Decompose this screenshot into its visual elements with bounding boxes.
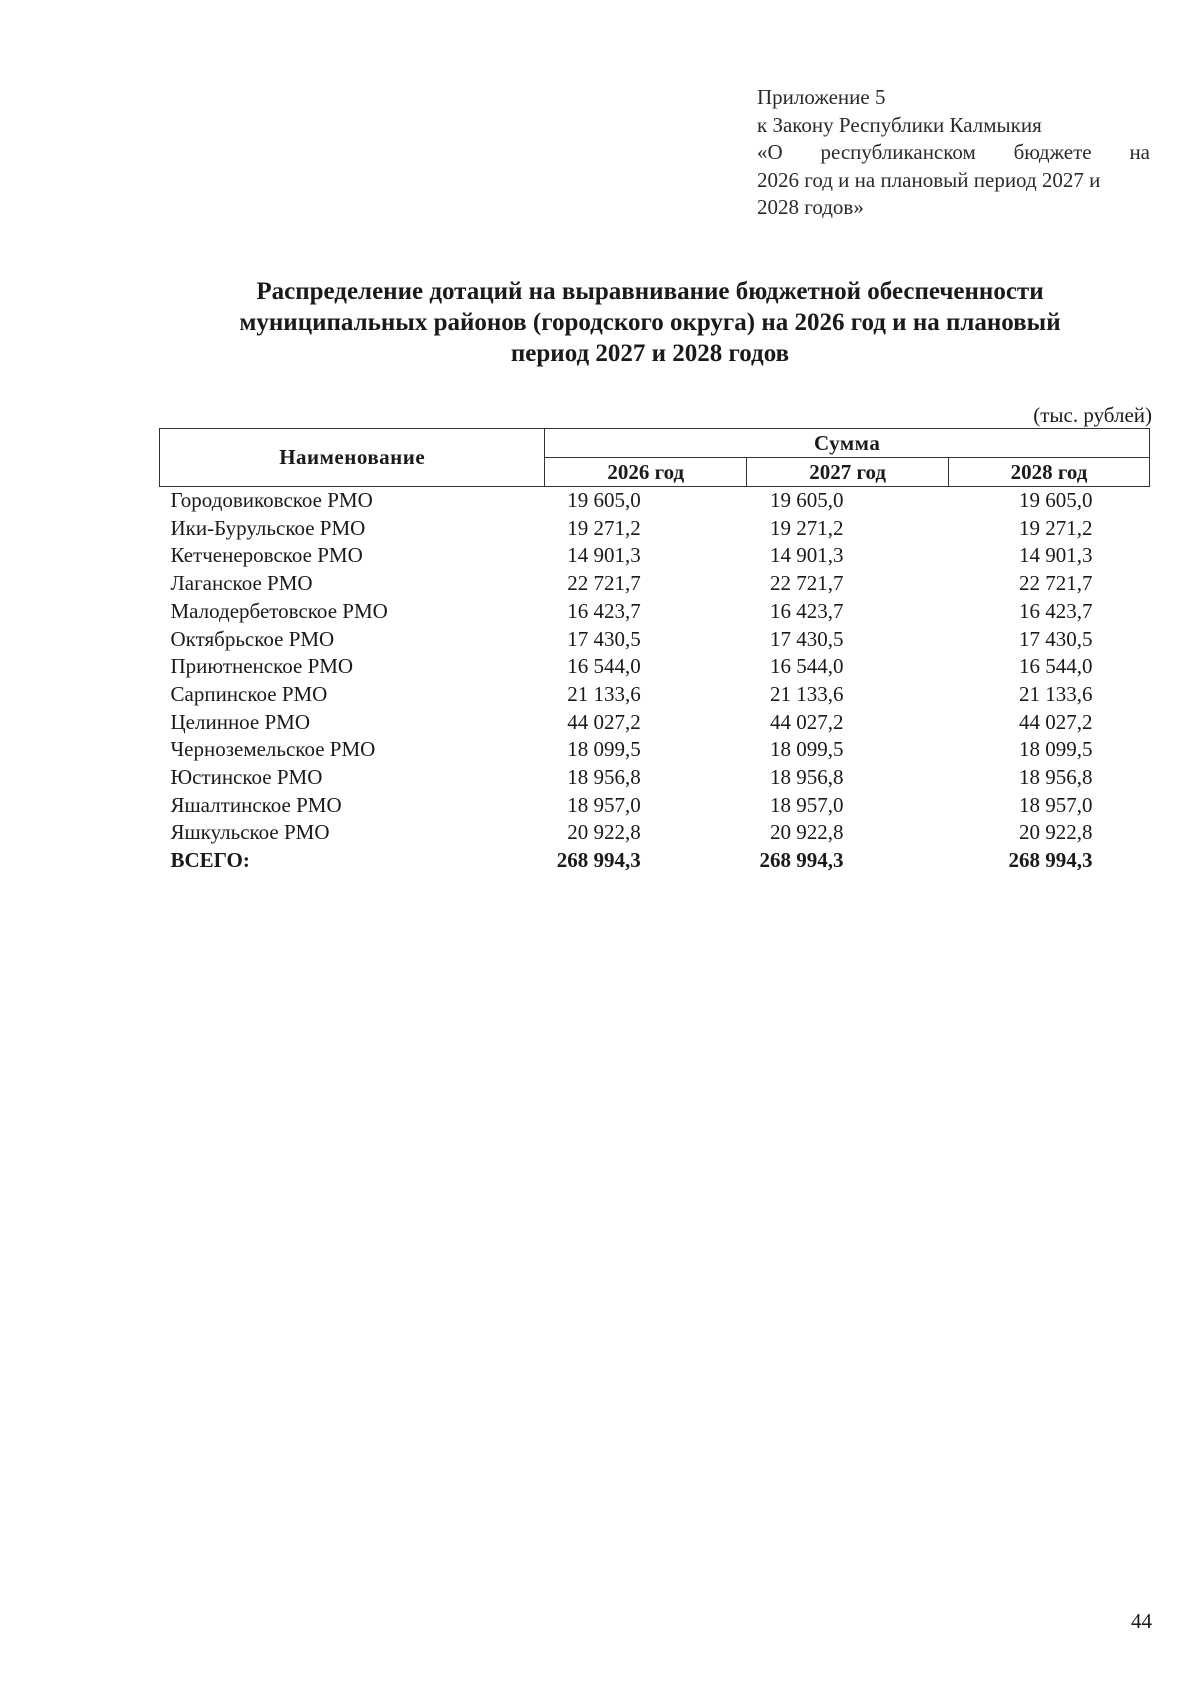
cell-2026: 16 423,7 [567, 598, 641, 623]
table-row [160, 709, 1150, 737]
cell-2028: 18 957,0 [1019, 792, 1093, 817]
cell-2028: 18 956,8 [1019, 765, 1093, 790]
table-row [160, 626, 1150, 654]
appendix-line: «О республиканском бюджете на [757, 140, 1150, 164]
cell-2028: 44 027,2 [1019, 709, 1093, 734]
table-row [160, 681, 1150, 709]
cell-2027: 22 721,7 [769, 571, 844, 596]
appendix-line: к Закону Республики Калмыкия [757, 112, 1042, 137]
total-row [160, 847, 1150, 875]
cell-2026: 18 957,0 [567, 792, 641, 817]
table-row [160, 542, 1150, 570]
row-name: Октябрьское РМО [170, 626, 335, 651]
cell-2028: 19 605,0 [1019, 488, 1093, 512]
cell-2026: 19 605,0 [567, 488, 641, 512]
cell-2027: 16 423,7 [769, 598, 844, 623]
row-name: Яшалтинское РМО [170, 792, 342, 817]
cell-2026: 44 027,2 [567, 709, 641, 734]
table-body [160, 487, 1150, 875]
row-name: Малодербетовское РМО [170, 598, 388, 623]
row-name: Яшкульское РМО [170, 820, 330, 845]
cell-2027: 18 956,8 [769, 765, 844, 790]
table-row [160, 515, 1150, 543]
appendix-line: 2028 годов» [757, 195, 864, 219]
row-name: Лаганское РМО [170, 571, 313, 596]
row-name: Городовиковское РМО [170, 488, 373, 512]
cell-2026: 18 956,8 [567, 765, 641, 790]
cell-2028: 16 423,7 [1019, 598, 1093, 623]
cell-2027: 268 994,3 [759, 848, 844, 873]
total-label: ВСЕГО: [170, 848, 250, 873]
cell-2027: 44 027,2 [769, 709, 844, 734]
cell-2027: 16 544,0 [769, 654, 844, 679]
cell-2026: 14 901,3 [567, 543, 641, 568]
cell-2026: 19 271,2 [567, 515, 641, 540]
table-row [160, 736, 1150, 764]
row-name: Юстинское РМО [170, 765, 323, 790]
row-name: Черноземельское РМО [170, 737, 376, 762]
cell-2028: 268 994,3 [1008, 848, 1093, 873]
title-line: Распределение дотаций на выравнивание бюджетной обеспеченности [256, 278, 1044, 305]
cell-2027: 21 133,6 [769, 681, 844, 706]
cell-2028: 19 271,2 [1019, 515, 1093, 540]
units-label: (тыс. рублей) [1033, 403, 1152, 427]
cell-2028: 20 922,8 [1019, 820, 1093, 845]
page-number: 44 [1131, 1609, 1152, 1633]
cell-2028: 22 721,7 [1019, 571, 1093, 596]
row-name: Целинное РМО [170, 709, 311, 734]
cell-2026: 21 133,6 [567, 681, 641, 706]
column-header-year: 2027 год [747, 458, 949, 487]
table-row [160, 570, 1150, 598]
appendix-line: Приложение 5 [757, 85, 886, 109]
document-title [150, 276, 1150, 369]
table-row [160, 487, 1150, 515]
row-name: Кетченеровское РМО [170, 543, 363, 568]
cell-2026: 17 430,5 [567, 626, 641, 651]
cell-2026: 18 099,5 [567, 737, 641, 762]
appendix-line: 2026 год и на плановый период 2027 и [757, 167, 1101, 192]
column-header-name: Наименование [160, 429, 545, 487]
row-name: Ики-Бурульское РМО [170, 515, 366, 540]
table-row [160, 764, 1150, 792]
cell-2026: 20 922,8 [567, 820, 641, 845]
cell-2027: 19 605,0 [769, 488, 844, 512]
cell-2026: 22 721,7 [567, 571, 641, 596]
column-header-sum: Сумма [545, 429, 1150, 458]
cell-2026: 16 544,0 [567, 654, 641, 679]
cell-2028: 14 901,3 [1019, 543, 1093, 568]
table-row [160, 819, 1150, 847]
row-name: Приютненское РМО [170, 654, 354, 679]
cell-2027: 17 430,5 [769, 626, 844, 651]
cell-2027: 19 271,2 [769, 515, 844, 540]
column-header-year: 2026 год [545, 458, 747, 487]
cell-2028: 17 430,5 [1019, 626, 1093, 651]
title-line: муниципальных районов (городского округа) на 2026 год и на плановый [239, 309, 1061, 336]
cell-2028: 16 544,0 [1019, 654, 1093, 679]
cell-2028: 18 099,5 [1019, 737, 1093, 762]
appendix-note [757, 84, 1150, 222]
row-name: Сарпинское РМО [170, 681, 328, 706]
table-row [160, 653, 1150, 681]
table-row [160, 598, 1150, 626]
cell-2027: 14 901,3 [769, 543, 844, 568]
cell-2028: 21 133,6 [1019, 681, 1093, 706]
cell-2026: 268 994,3 [556, 848, 641, 873]
title-line: период 2027 и 2028 годов [510, 340, 790, 367]
cell-2027: 20 922,8 [769, 820, 844, 845]
column-header-year: 2028 год [948, 458, 1149, 487]
subsidy-table [159, 428, 1150, 875]
cell-2027: 18 099,5 [769, 737, 844, 762]
cell-2027: 18 957,0 [769, 792, 844, 817]
table-row [160, 792, 1150, 820]
